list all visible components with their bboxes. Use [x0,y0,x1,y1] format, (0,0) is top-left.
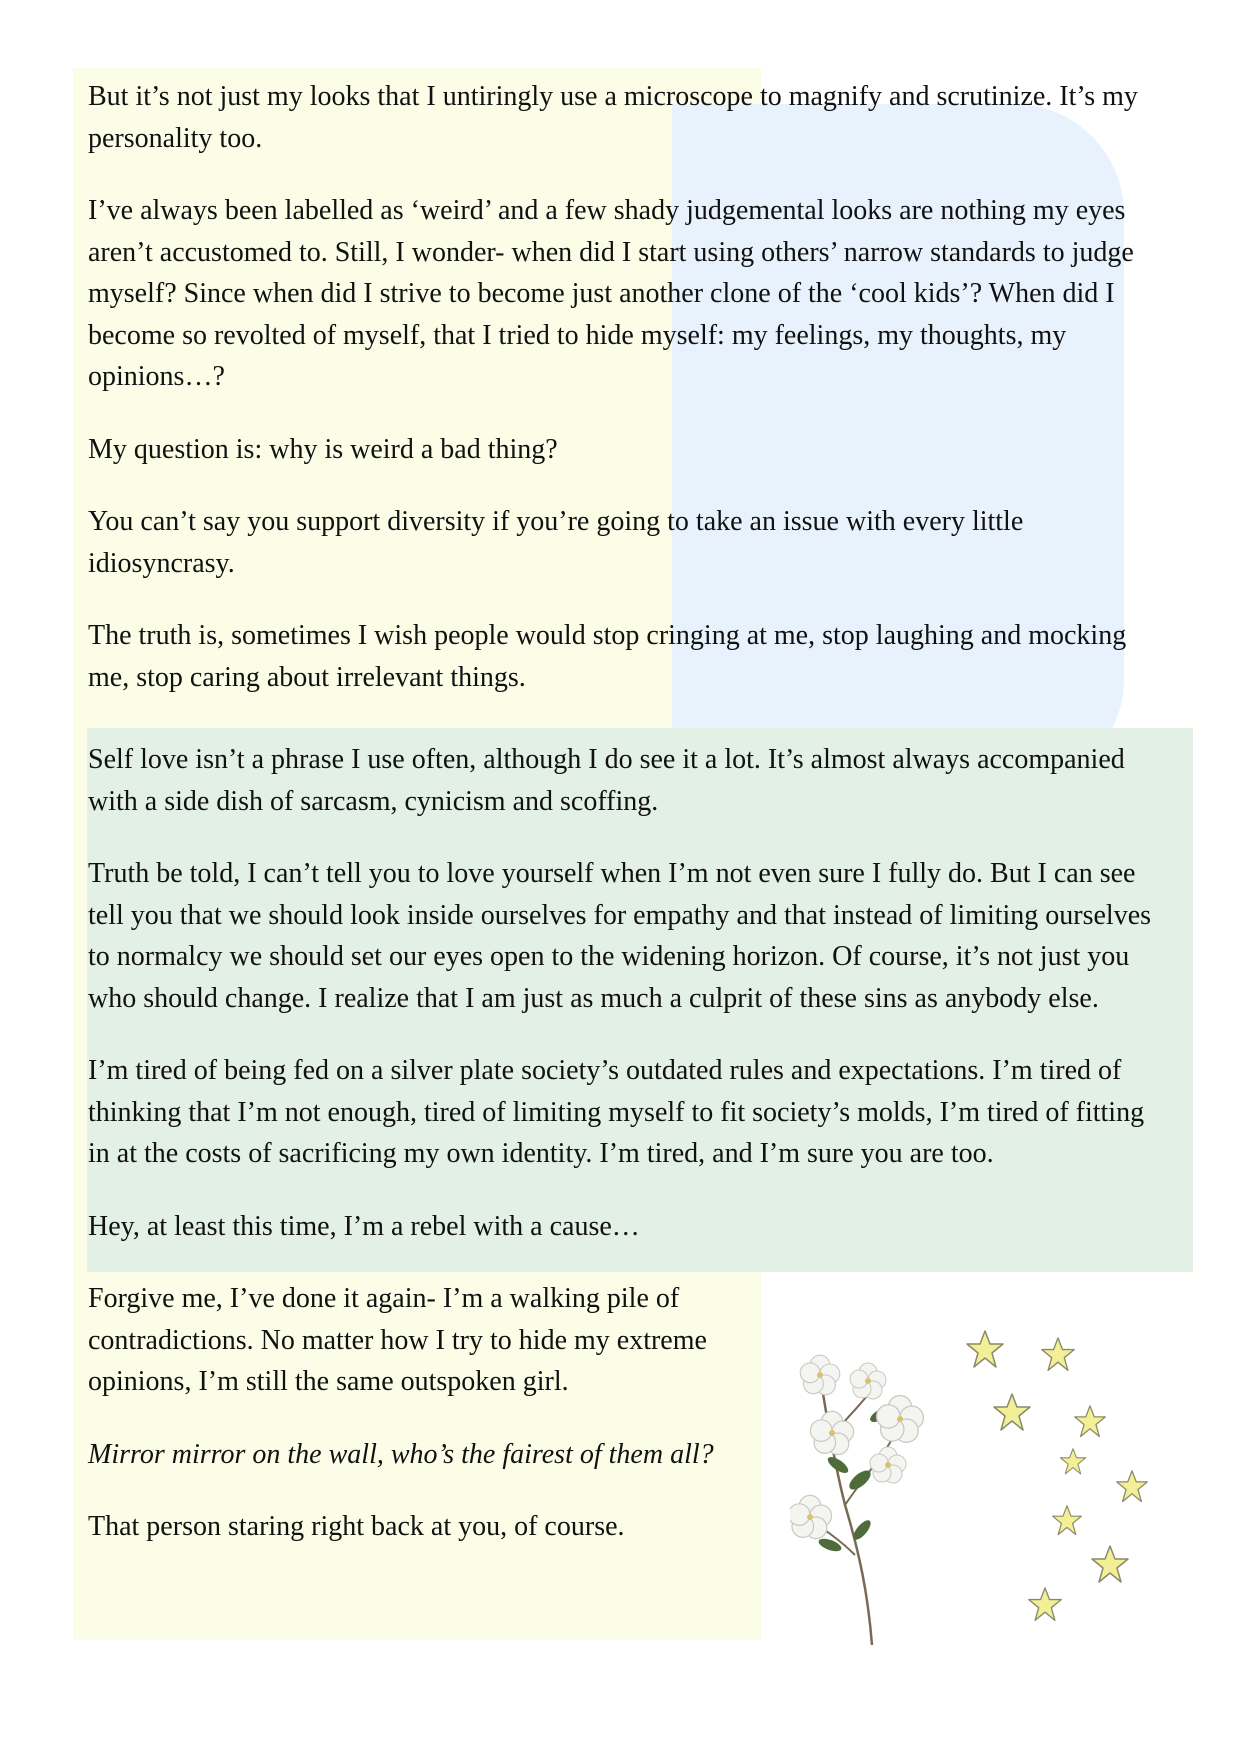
paragraph-9: Hey, at least this time, I’m a rebel with a cause… [88,1210,640,1242]
paragraph-8: I’m tired of being fed on a silver plate society’s outdated rules and expectations. I’m tired of thinking that I’m not enough, tired of limiting myself to fit society’s molds, I’m tired of fitting in at the costs of sacrificing my own identity. I’m tired, and I’m sure you are too. [88,1055,1145,1169]
paragraph-7: Truth be told, I can’t tell you to love yourself when I’m not even sure I fully do. But I can see tell you that we should look inside ourselves for empathy and that instead of limiting ourselves to normalcy we should set our eyes open to the widening horizon. Of course, it’s not just you who should change. I realize that I am just as much a culprit of these sins as anybody else. [88,858,1152,1014]
flowers-and-stars-illustration [790,1315,1180,1665]
paragraph-6: Self love isn’t a phrase I use often, although I do see it a lot. It’s almost always accompanied with a side dish of sarcasm, cynicism and scoffing. [88,744,1125,817]
paragraph-3: My question is: why is weird a bad thing? [88,433,558,465]
paragraph-10: Forgive me, I’ve done it again- I’m a walking pile of contradictions. No matter how I try to hide my extreme opinions, I’m still the same outspoken girl. [88,1283,707,1397]
paragraph-12: That person staring right back at you, of course. [88,1511,625,1542]
paragraph-4: You can’t say you support diversity if you’re going to take an issue with every little idiosyncrasy. [88,506,1024,579]
paragraph-1: But it’s not just my looks that I untiringly use a microscope to magnify and scrutinize. It’s my personality too. [88,81,1138,154]
flower-branch-icon [790,1355,923,1645]
star-icon [967,1331,1147,1620]
paragraph-5: The truth is, sometimes I wish people would stop cringing at me, stop laughing and mocking me, stop caring about irrelevant things. [88,620,1127,693]
paragraph-2: I’ve always been labelled as ‘weird’ and a few shady judgemental looks are nothing my eyes aren’t accustomed to. Still, I wonder- when did I start using others’ narrow standards to judge myself? Since when did I strive to become just another clone of the ‘cool kids’? When did I become so revolted of myself, that I tried to hide myself: my feelings, my thoughts, my opinions…? [88,195,1134,392]
paragraph-11-italic: Mirror mirror on the wall, who’s the fairest of them all? [88,1438,714,1470]
